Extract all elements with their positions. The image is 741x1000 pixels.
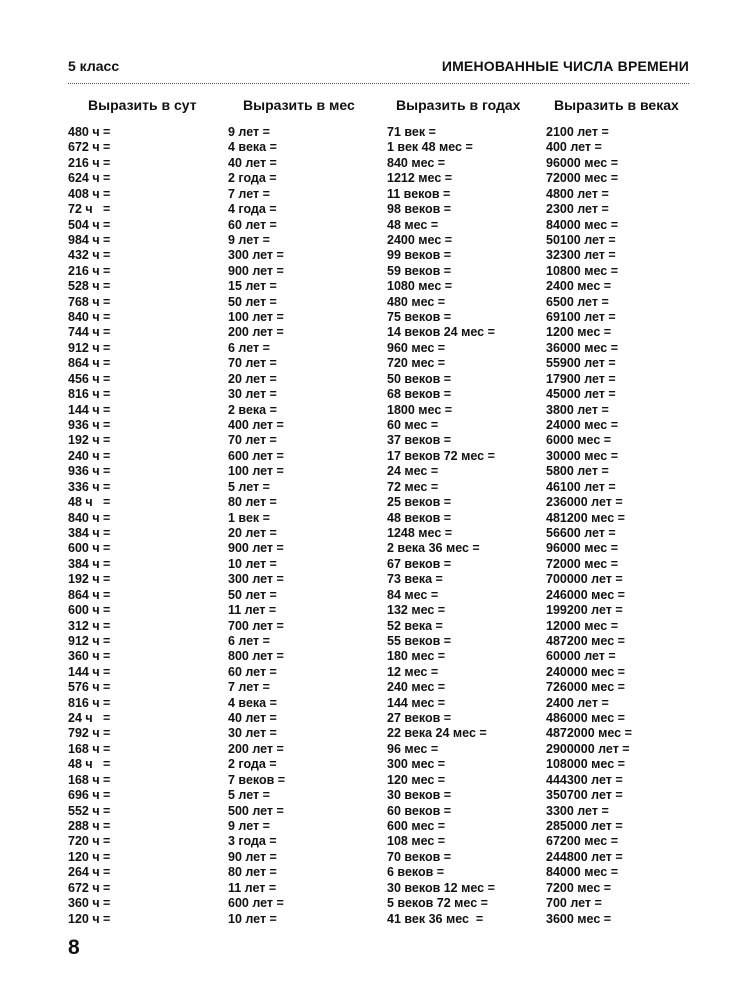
exercise-item: 7 лет = [228, 186, 270, 201]
exercise-item: 432 ч = [68, 248, 111, 263]
exercise-item: 192 ч = [68, 433, 111, 448]
exercise-item: 11 лет = [228, 880, 277, 895]
exercise-item: 456 ч = [68, 371, 111, 386]
exercise-item: 9 лет = [228, 125, 270, 139]
exercise-item: 816 ч = [68, 387, 111, 402]
exercise-item: 5 лет = [228, 788, 270, 803]
exercise-item: 840 ч = [68, 310, 111, 325]
exercise-item: 50 лет = [228, 587, 277, 602]
exercise-item: 936 ч = [68, 464, 111, 479]
exercise-item: 900 лет = [228, 263, 284, 278]
exercise-item: 84 мес = [387, 587, 439, 602]
exercise-item: 1080 мес = [387, 279, 453, 294]
exercise-item: 4872000 мес = [546, 726, 632, 741]
exercise-item: 312 ч = [68, 618, 111, 633]
exercise-item: 6 лет = [228, 633, 270, 648]
grade-label: 5 класс [68, 58, 120, 74]
column-title-days: Выразить в сут [88, 97, 197, 113]
exercise-item: 744 ч = [68, 325, 111, 340]
exercise-item: 4 века = [228, 140, 277, 155]
exercise-item: 98 веков = [387, 202, 452, 217]
exercise-item: 14 веков 24 мес = [387, 325, 495, 340]
exercise-item: 80 лет = [228, 865, 277, 880]
exercise-item: 67 веков = [387, 556, 452, 571]
exercise-item: 600 мес = [387, 818, 446, 833]
exercise-item: 300 лет = [228, 572, 284, 587]
exercise-item: 59 веков = [387, 263, 452, 278]
exercise-item: 864 ч = [68, 356, 111, 371]
exercise-list-days [68, 125, 110, 927]
exercise-item: 72 мес = [387, 479, 439, 494]
exercise-item: 67200 мес = [546, 834, 618, 849]
exercise-item: 500 лет = [228, 803, 284, 818]
exercise-item: 1 век = [228, 510, 270, 525]
exercise-item: 10 лет = [228, 911, 277, 926]
exercise-item: 70 лет = [228, 433, 277, 448]
exercise-item: 120 мес = [387, 772, 446, 787]
exercise-item: 71 век = [387, 125, 436, 139]
exercise-item: 720 мес = [387, 356, 446, 371]
exercise-item: 48 мес = [387, 217, 439, 232]
exercise-item: 6000 мес = [546, 433, 612, 448]
exercise-item: 696 ч = [68, 788, 111, 803]
exercise-item: 2 века 36 мес = [387, 541, 480, 556]
exercise-item: 73 века = [387, 572, 443, 587]
exercise-item: 600 лет = [228, 896, 284, 911]
exercise-item: 60000 лет = [546, 649, 616, 664]
exercise-item: 108000 мес = [546, 757, 625, 772]
exercise-item: 600 ч = [68, 541, 111, 556]
exercise-item: 30 веков 12 мес = [387, 880, 495, 895]
exercise-item: 840 ч = [68, 510, 111, 525]
exercise-item: 9 лет = [228, 818, 270, 833]
exercise-item: 244800 лет = [546, 849, 623, 864]
exercise-item: 27 веков = [387, 711, 452, 726]
exercise-item: 60 веков = [387, 803, 452, 818]
exercise-item: 672 ч = [68, 880, 111, 895]
exercise-item: 10 лет = [228, 556, 277, 571]
exercise-item: 60 лет = [228, 217, 277, 232]
exercise-item: 70 веков = [387, 849, 452, 864]
exercise-item: 912 ч = [68, 340, 111, 355]
exercise-item: 48 ч = [68, 757, 111, 772]
exercise-item: 2400 лет = [546, 695, 609, 710]
exercise-item: 80 лет = [228, 495, 277, 510]
exercise-item: 2 года = [228, 171, 277, 186]
exercise-item: 69100 лет = [546, 310, 616, 325]
exercise-item: 7 лет = [228, 680, 270, 695]
exercise-item: 840 мес = [387, 155, 446, 170]
exercise-item: 168 ч = [68, 741, 111, 756]
exercise-item: 384 ч = [68, 556, 111, 571]
exercise-item: 504 ч = [68, 217, 111, 232]
exercise-item: 2400 мес = [546, 279, 612, 294]
exercise-item: 5 веков 72 мес = [387, 896, 488, 911]
exercise-item: 400 лет = [546, 140, 602, 155]
exercise-item: 41 век 36 мес = [387, 911, 484, 926]
exercise-item: 108 мес = [387, 834, 446, 849]
exercise-item: 72000 мес = [546, 171, 618, 186]
exercise-item: 264 ч = [68, 865, 111, 880]
exercise-item: 17 веков 72 мес = [387, 448, 495, 463]
column-title-centuries: Выразить в веках [554, 97, 679, 113]
exercise-item: 17900 лет = [546, 371, 616, 386]
exercise-item: 2 века = [228, 402, 277, 417]
exercise-item: 246000 мес = [546, 587, 625, 602]
exercise-item: 984 ч = [68, 232, 111, 247]
exercise-item: 120 ч = [68, 911, 111, 926]
exercise-item: 1248 мес = [387, 525, 453, 540]
exercise-item: 336 ч = [68, 479, 111, 494]
exercise-item: 6 лет = [228, 340, 270, 355]
exercise-item: 700 лет = [228, 618, 284, 633]
exercise-item: 288 ч = [68, 818, 111, 833]
exercise-item: 50 лет = [228, 294, 277, 309]
exercise-item: 600 лет = [228, 448, 284, 463]
exercise-item: 487200 мес = [546, 633, 625, 648]
exercise-item: 40 лет = [228, 155, 277, 170]
exercise-item: 1800 мес = [387, 402, 453, 417]
exercise-item: 960 мес = [387, 340, 446, 355]
exercise-item: 864 ч = [68, 587, 111, 602]
exercise-item: 444300 лет = [546, 772, 623, 787]
exercise-item: 45000 лет = [546, 387, 616, 402]
exercise-item: 72000 мес = [546, 556, 618, 571]
exercise-item: 726000 мес = [546, 680, 625, 695]
exercise-item: 486000 мес = [546, 711, 625, 726]
exercise-item: 240000 мес = [546, 664, 625, 679]
exercise-item: 144 ч = [68, 402, 111, 417]
exercise-item: 300 лет = [228, 248, 284, 263]
exercise-item: 216 ч = [68, 263, 111, 278]
exercise-item: 6 веков = [387, 865, 445, 880]
exercise-item: 400 лет = [228, 418, 284, 433]
exercise-item: 48 ч = [68, 495, 111, 510]
exercise-item: 5 лет = [228, 479, 270, 494]
exercise-item: 120 ч = [68, 849, 111, 864]
exercise-item: 5800 лет = [546, 464, 609, 479]
exercise-item: 68 веков = [387, 387, 452, 402]
exercise-item: 700000 лет = [546, 572, 623, 587]
exercise-item: 6500 лет = [546, 294, 609, 309]
exercise-item: 800 лет = [228, 649, 284, 664]
exercise-item: 240 мес = [387, 680, 446, 695]
exercise-item: 96 мес = [387, 741, 439, 756]
exercise-item: 40 лет = [228, 711, 277, 726]
section-title: ИМЕНОВАННЫЕ ЧИСЛА ВРЕМЕНИ [441, 58, 689, 74]
exercise-item: 7 веков = [228, 772, 286, 787]
exercise-item: 20 лет = [228, 371, 277, 386]
exercise-item: 552 ч = [68, 803, 111, 818]
exercise-item: 300 мес = [387, 757, 446, 772]
exercise-item: 52 века = [387, 618, 443, 633]
exercise-item: 480 мес = [387, 294, 446, 309]
exercise-item: 2 года = [228, 757, 277, 772]
page-header [68, 58, 689, 80]
exercise-item: 60 лет = [228, 664, 277, 679]
exercise-item: 56600 лет = [546, 525, 616, 540]
exercise-item: 24 ч = [68, 711, 111, 726]
exercise-item: 3300 лет = [546, 803, 609, 818]
exercise-item: 3600 мес = [546, 911, 612, 926]
column-title-years: Выразить в годах [396, 97, 521, 113]
exercise-item: 24 мес = [387, 464, 439, 479]
exercise-item: 216 ч = [68, 155, 111, 170]
exercise-item: 24000 мес = [546, 418, 618, 433]
exercise-item: 1 век 48 мес = [387, 140, 473, 155]
exercise-item: 792 ч = [68, 726, 111, 741]
exercise-item: 12 мес = [387, 664, 439, 679]
exercise-item: 720 ч = [68, 834, 111, 849]
exercise-item: 70 лет = [228, 356, 277, 371]
exercise-item: 11 веков = [387, 186, 451, 201]
exercise-item: 768 ч = [68, 294, 111, 309]
exercise-item: 360 ч = [68, 896, 111, 911]
exercise-item: 50 веков = [387, 371, 452, 386]
exercise-item: 96000 мес = [546, 155, 618, 170]
exercise-item: 84000 мес = [546, 865, 618, 880]
exercise-item: 25 веков = [387, 495, 452, 510]
exercise-item: 200 лет = [228, 741, 284, 756]
exercise-item: 672 ч = [68, 140, 111, 155]
exercise-item: 4 века = [228, 695, 277, 710]
exercise-item: 408 ч = [68, 186, 111, 201]
exercise-item: 20 лет = [228, 525, 277, 540]
exercise-item: 384 ч = [68, 525, 111, 540]
exercise-item: 236000 лет = [546, 495, 623, 510]
exercise-item: 3800 лет = [546, 402, 609, 417]
page-number: 8 [68, 936, 80, 959]
exercise-item: 60 мес = [387, 418, 439, 433]
exercise-item: 30 лет = [228, 387, 277, 402]
exercise-item: 100 лет = [228, 464, 284, 479]
exercise-item: 2900000 лет = [546, 741, 630, 756]
exercise-item: 912 ч = [68, 633, 111, 648]
exercise-item: 55900 лет = [546, 356, 616, 371]
exercise-item: 2100 лет = [546, 125, 609, 139]
exercise-item: 240 ч = [68, 448, 111, 463]
exercise-item: 1200 мес = [546, 325, 612, 340]
exercise-item: 900 лет = [228, 541, 284, 556]
exercise-item: 72 ч = [68, 202, 111, 217]
exercise-item: 600 ч = [68, 603, 111, 618]
exercise-item: 32300 лет = [546, 248, 616, 263]
exercise-item: 30 лет = [228, 726, 277, 741]
exercise-item: 3 года = [228, 834, 277, 849]
exercise-item: 816 ч = [68, 695, 111, 710]
dotted-divider [68, 83, 689, 84]
exercise-item: 700 лет = [546, 896, 602, 911]
exercise-item: 84000 мес = [546, 217, 618, 232]
exercise-item: 528 ч = [68, 279, 111, 294]
exercise-list-years [387, 125, 495, 927]
exercise-item: 624 ч = [68, 171, 111, 186]
exercise-item: 144 ч = [68, 664, 111, 679]
exercise-item: 1212 мес = [387, 171, 453, 186]
exercise-item: 480 ч = [68, 125, 111, 139]
exercise-item: 2300 лет = [546, 202, 609, 217]
exercise-item: 55 веков = [387, 633, 452, 648]
exercise-item: 12000 мес = [546, 618, 618, 633]
exercise-list-centuries [546, 125, 632, 927]
exercise-item: 15 лет = [228, 279, 277, 294]
exercise-item: 168 ч = [68, 772, 111, 787]
exercise-item: 144 мес = [387, 695, 446, 710]
exercise-item: 360 ч = [68, 649, 111, 664]
exercise-item: 180 мес = [387, 649, 446, 664]
exercise-item: 285000 лет = [546, 818, 623, 833]
exercise-item: 7200 мес = [546, 880, 612, 895]
exercise-item: 99 веков = [387, 248, 452, 263]
column-title-months: Выразить в мес [243, 97, 355, 113]
exercise-item: 9 лет = [228, 232, 270, 247]
exercise-item: 36000 мес = [546, 340, 618, 355]
exercise-item: 48 веков = [387, 510, 452, 525]
exercise-item: 2400 мес = [387, 232, 453, 247]
exercise-item: 75 веков = [387, 310, 452, 325]
exercise-item: 22 века 24 мес = [387, 726, 487, 741]
exercise-item: 350700 лет = [546, 788, 623, 803]
exercise-item: 11 лет = [228, 603, 277, 618]
exercise-item: 10800 мес = [546, 263, 618, 278]
exercise-item: 4 года = [228, 202, 277, 217]
exercise-item: 192 ч = [68, 572, 111, 587]
exercise-item: 90 лет = [228, 849, 277, 864]
exercise-list-months [228, 125, 285, 927]
exercise-item: 199200 лет = [546, 603, 623, 618]
exercise-item: 100 лет = [228, 310, 284, 325]
exercise-item: 50100 лет = [546, 232, 616, 247]
exercise-item: 30000 мес = [546, 448, 618, 463]
exercise-item: 4800 лет = [546, 186, 609, 201]
exercise-item: 481200 мес = [546, 510, 625, 525]
exercise-item: 576 ч = [68, 680, 111, 695]
exercise-item: 132 мес = [387, 603, 446, 618]
exercise-item: 46100 лет = [546, 479, 616, 494]
exercise-item: 30 веков = [387, 788, 452, 803]
exercise-item: 936 ч = [68, 418, 111, 433]
exercise-item: 96000 мес = [546, 541, 618, 556]
exercise-item: 37 веков = [387, 433, 452, 448]
exercise-item: 200 лет = [228, 325, 284, 340]
